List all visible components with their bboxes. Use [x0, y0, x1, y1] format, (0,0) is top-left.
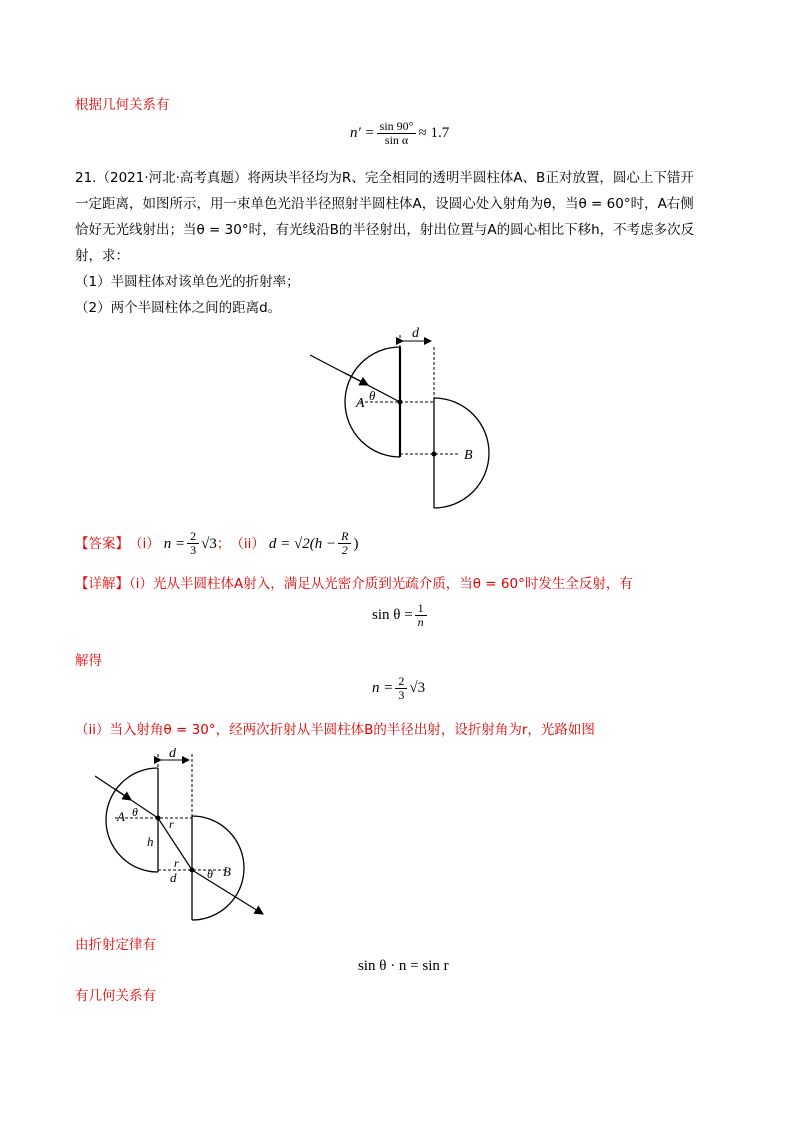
answer-d-fraction [338, 530, 351, 557]
eq1-lhs: sin θ = [372, 607, 413, 623]
label-d: d [412, 326, 419, 341]
eq1-den: n [417, 615, 424, 629]
answer-n-num: 2 [187, 530, 199, 544]
fig2-incident-arrow [115, 789, 131, 800]
label-theta: θ [369, 388, 376, 403]
answer-d-den: 2 [341, 543, 348, 557]
geometry-relation-heading: 根据几何关系有 [75, 97, 170, 113]
eq2-root: √3 [409, 680, 426, 696]
eq2-fraction [395, 675, 407, 702]
center-b [432, 452, 437, 457]
answer-d-expr-b: ) [353, 535, 359, 552]
solve-label: 解得 [75, 653, 102, 669]
eq2-lhs: n = [372, 680, 394, 696]
eq-n-prime-fraction [377, 120, 417, 147]
answer-sep: ； [216, 535, 231, 552]
answer-n-root: √3 [201, 535, 217, 552]
eq1-fraction [415, 602, 427, 629]
label-a: A [356, 396, 365, 411]
fig2-label-d2: d [170, 870, 177, 885]
problem-text-line2: 一定距离，如图所示，用一束单色光沿半径照射半圆柱体A，设圆心处入射角为θ，当θ = 60°时，A右侧 [75, 196, 694, 212]
answer-part1: （i） [129, 535, 160, 552]
fig2-label-r1: r [169, 817, 174, 831]
fig2-semicircle-a-arc [106, 768, 158, 872]
detail-tag: 【详解】 [75, 576, 129, 592]
answer-n-lhs: n = [163, 535, 186, 552]
fig2-label-theta1: θ [132, 805, 138, 819]
eq2-num: 2 [395, 675, 407, 689]
eq-n-prime-den: sin α [384, 133, 409, 147]
problem-text-line3: 恰好无光线射出；当θ = 30°时，有光线沿B的半径射出，射出位置与A的圆心相比下移h，不考虑多次反 [75, 222, 695, 238]
detail-line1 [75, 571, 633, 597]
answer-tag: 【答案】 [75, 535, 129, 552]
figure-semicylinders [300, 325, 500, 515]
geometry-heading-2: 有几何关系有 [75, 988, 156, 1004]
equation-refraction: sin θ · n = sin r [358, 958, 449, 974]
eq1-num: 1 [415, 602, 427, 616]
problem-source: （2021·河北·高考真题） [96, 170, 248, 186]
problem-text-line1: 将两块半径均为R、完全相同的透明半圆柱体A、B正对放置，圆心上下错开 [247, 170, 694, 186]
eq-n-prime-lhs: n′ = [350, 125, 375, 141]
answer-d-num: R [338, 530, 351, 544]
eq-n-prime-approx: ≈ 1.7 [418, 125, 450, 141]
fig2-label-b: B [223, 864, 231, 879]
fig2-label-theta2: θ [207, 867, 213, 881]
eq-n-prime-num: sin 90° [377, 120, 417, 134]
refraction-law-heading: 由折射定律有 [75, 937, 156, 953]
detail-line2: （ii）当入射角θ = 30°，经两次折射从半圆柱体B的半径出射，设折射角为r，光路如图 [75, 722, 595, 738]
answer-d-expr-a: d = √2(h − [268, 535, 337, 552]
equation-sin-theta [372, 602, 429, 629]
fig2-label-d1: d [169, 748, 176, 761]
fig2-semicircle-b-arc [192, 816, 244, 920]
semicircle-b-arc [434, 398, 489, 508]
fig2-label-a: A [117, 809, 125, 824]
fig2-label-r2: r [174, 856, 179, 870]
question-2: （2）两个半圆柱体之间的距离d。 [75, 300, 282, 316]
equation-n-prime [350, 120, 449, 147]
label-b: B [464, 448, 473, 463]
equation-n-value [372, 675, 425, 702]
problem-number: 21. [75, 170, 97, 186]
problem-statement [75, 165, 735, 321]
problem-text-line4: 射，求： [75, 248, 129, 264]
answer-n-fraction [187, 530, 199, 557]
answer-part2: （ii） [230, 535, 265, 552]
answer-n-den: 3 [190, 543, 197, 557]
fig2-label-h: h [147, 834, 154, 849]
detail-text1: （i）光从半圆柱体A射入，满足从光密介质到光疏介质，当θ = 60°时发生全反射，有 [129, 576, 633, 592]
answer-line [75, 530, 358, 557]
figure-light-path [95, 748, 275, 923]
question-1: （1）半圆柱体对该单色光的折射率； [75, 274, 300, 290]
eq2-den: 3 [398, 688, 405, 702]
